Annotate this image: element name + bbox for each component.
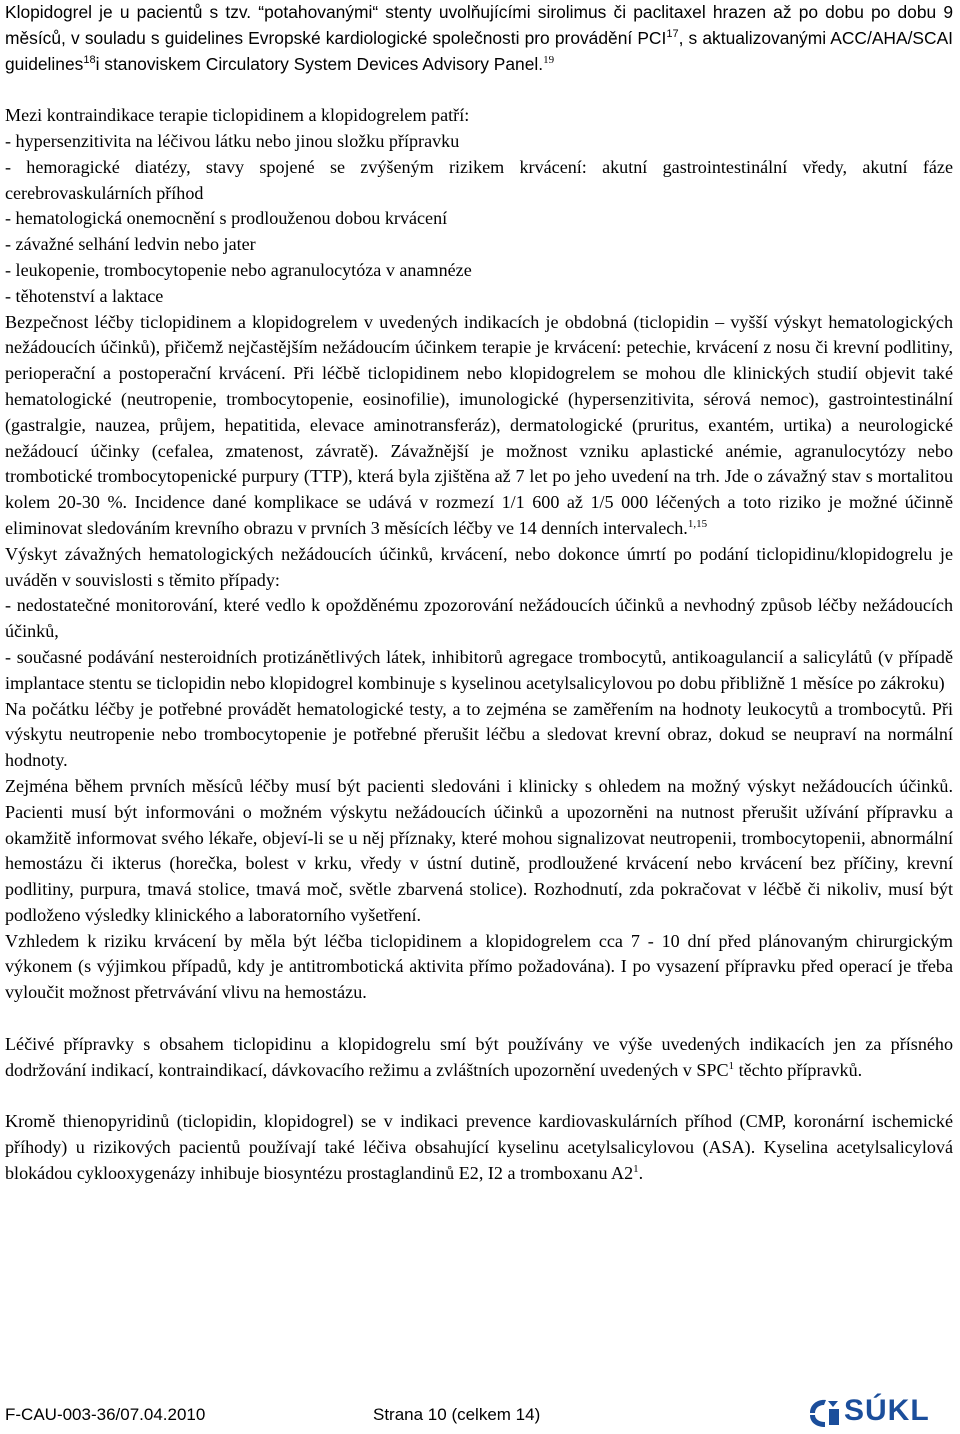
occurrence-item: - nedostatečné monitorování, které vedlo k opožděnému zpozorování nežádoucích účinků a nevhodný způsob léčby nežádoucích účinků, [5, 595, 953, 642]
contraindication-item: - hypersenzitivita na léčivou látku nebo jinou složku přípravku [5, 130, 460, 151]
reference-1-15: 1,15 [687, 517, 708, 530]
page-number: Strana 10 (celkem 14) [373, 1405, 541, 1424]
document-code: F-CAU-003-36/07.04.2010 [5, 1405, 206, 1424]
reference-1: 1 [728, 1059, 735, 1072]
paragraph-clopidogrel-stents [5, 0, 953, 77]
contraindication-item: - závažné selhání ledvin nebo jater [5, 234, 256, 255]
reference-17: 17 [666, 27, 679, 40]
paragraph-safety: Bezpečnost léčby ticlopidinem a klopidogrelem v uvedených indikacích je obdobná (ticlopidin – vyšší výskyt hematologických nežádoucích účinků), přičemž nejčastějším nežádoucím účinkem terapie je krvácení: petechie, krvácení z nosu či krevní podlitiny, perioperační a postoperační krvácení. Při léčbě ticlopidinem nebo klopidogrelem se mohou dle klinických studií objevit také hematologické (neutropenie, trombocytopenie, eosinofilie), imunologické (hypersenzitivita, sérová nemoc), gastrointestinální (gastralgie, nauzea, průjem, hepatitida, elevace aminotransferáz), dermatologické (pruritus, exantém, urtika) a neurologické nežádoucí účinky (cefalea, zmatenost, závratě). Závažnější je možnost vzniku aplastické anémie, agranulocytózy nebo trombotické trombocytopenické purpury (TTP), která byla zjištěna až 7 let po jeho uvedení na trh. Jde o závažný stav s mortalitou kolem 20-30 %. Incidence dané komplikace se udává v rozmezí 1/1 600 až 1/5 000 léčených a toto riziko je možné účinně eliminovat sledováním krevního obrazu v prvních 3 měsících léčby ve 14 denních intervalech.$^{1,15}$ [5, 311, 953, 538]
paragraph-occurrence-intro: Výskyt závažných hematologických nežádoucích účinků, krvácení, nebo dokonce úmrtí po podání ticlopidinu/klopidogrelu je uváděn v souvislosti s těmito případy: [5, 543, 953, 590]
contraindication-item: - leukopenie, trombocytopenie nebo agranulocytóza v anamnéze [5, 259, 472, 280]
occurrence-item: - současné podávání nesteroidních protizánětlivých látek, inhibitorů agregace trombocytů, antikoagulancií a salicylátů (v případě implantace stentu se ticlopidin nebo klopidogrel kombinuje s kyselinou acetylsalicylovou po dobu přibližně 1 měsíce po zákroku) [5, 646, 953, 693]
sukl-logo-text: SÚKL [844, 1394, 930, 1427]
document-body [5, 0, 953, 1187]
contraindication-item: - hematologická onemocnění s prodlouženou dobou krvácení [5, 208, 448, 229]
contraindications-intro: Mezi kontraindikace terapie ticlopidinem a klopidogrelem patří: [5, 105, 470, 126]
sukl-logo [804, 1396, 950, 1430]
paragraph-asa: Kromě thienopyridinů (ticlopidin, klopidogrel) se v indikaci prevence kardiovaskulárních příhod (CMP, koronární ischemické příhody) u rizikových pacientů používají také léčiva obsahující kyselinu acetylsalicylovou (ASA). Kyselina acetylsalicylová blokádou cyklooxygenázy inhibuje biosyntézu prostaglandinů E2, I2 a tromboxanu $A2^1$. [5, 1111, 953, 1183]
paragraph-sans-lead: Klopidogrel je u pacientů s tzv. “potahovanými“ stenty uvolňujícími sirolimus či paclitaxel hrazen až po dobu po dobu 9 měsíců, v souladu s guidelines Evropské kardiologické společnosti pro provádění PCI$^{17}$, s aktualizovanými ACC/AHA/SCAI guidelines$^{18}$i stanoviskem Circulatory System Devices Advisory Panel. [5, 2, 953, 74]
contraindication-item: - hemoragické diatézy, stavy spojené se zvýšeným rizikem krvácení: akutní gastrointestinální vředy, akutní fáze cerebrovaskulárních příhod [5, 156, 953, 203]
page-footer [5, 1396, 950, 1432]
sukl-logo-icon [804, 1396, 844, 1430]
paragraph-hematology-tests: Na počátku léčby je potřebné provádět hematologické testy, a to zejména se zaměřením na hodnoty leukocytů a trombocytů. Při výskytu neutropenie nebo trombocytopenie je potřebné přerušit léčbu a sledovat krevní obraz, dokud se neupraví na normální hodnoty. [5, 698, 953, 771]
paragraph-surgery: Vzhledem k riziku krvácení by měla být léčba ticlopidinem a klopidogrelem cca 7 - 10 dní před plánovaným chirurgickým výkonem (s výjimkou případů, kdy je antitrombotická aktivita přímo požadována). I po vysazení přípravku před operací je třeba vyloučit možnost přetrvávání vlivu na hemostázu. [5, 930, 953, 1003]
paragraph-spc: Léčivé přípravky s obsahem ticlopidinu a klopidogrelu smí být používány ve výše uvedených indikacích jen za přísného dodržování indikací, kontraindikací, dávkovacího režimu a zvláštních upozornění uvedených v SPC$^1$ těchto přípravků. [5, 1033, 953, 1080]
paragraph-clinical-monitoring: Zejména během prvních měsíců léčby musí být pacienti sledováni i klinicky s ohledem na možný výskyt nežádoucích účinků. Pacienti musí být informováni o možném výskytu nežádoucích účinků a upozorněni na nutnost přerušit užívání přípravku a okamžitě informovat svého lékaře, objeví-li se u něj příznaky, které mohou signalizovat neutropenii, trombocytopenii, abnormální hemostázu či ikterus (horečka, bolest v krku, vředy v ústní dutině, prodloužené krvácení nebo krvácení bez příčiny, krevní podlitiny, purpura, tmavá stolice, tmavá moč, světle zbarvená stolice). Rozhodnutí, zda pokračovat v léčbě či nikoliv, musí být podloženo výsledky klinického a laboratorního vyšetření. [5, 775, 953, 925]
reference-1: 1 [633, 1162, 639, 1175]
contraindication-item: - těhotenství a laktace [5, 285, 164, 306]
reference-18: 18 [83, 53, 96, 66]
reference-19: 19 [543, 53, 555, 66]
